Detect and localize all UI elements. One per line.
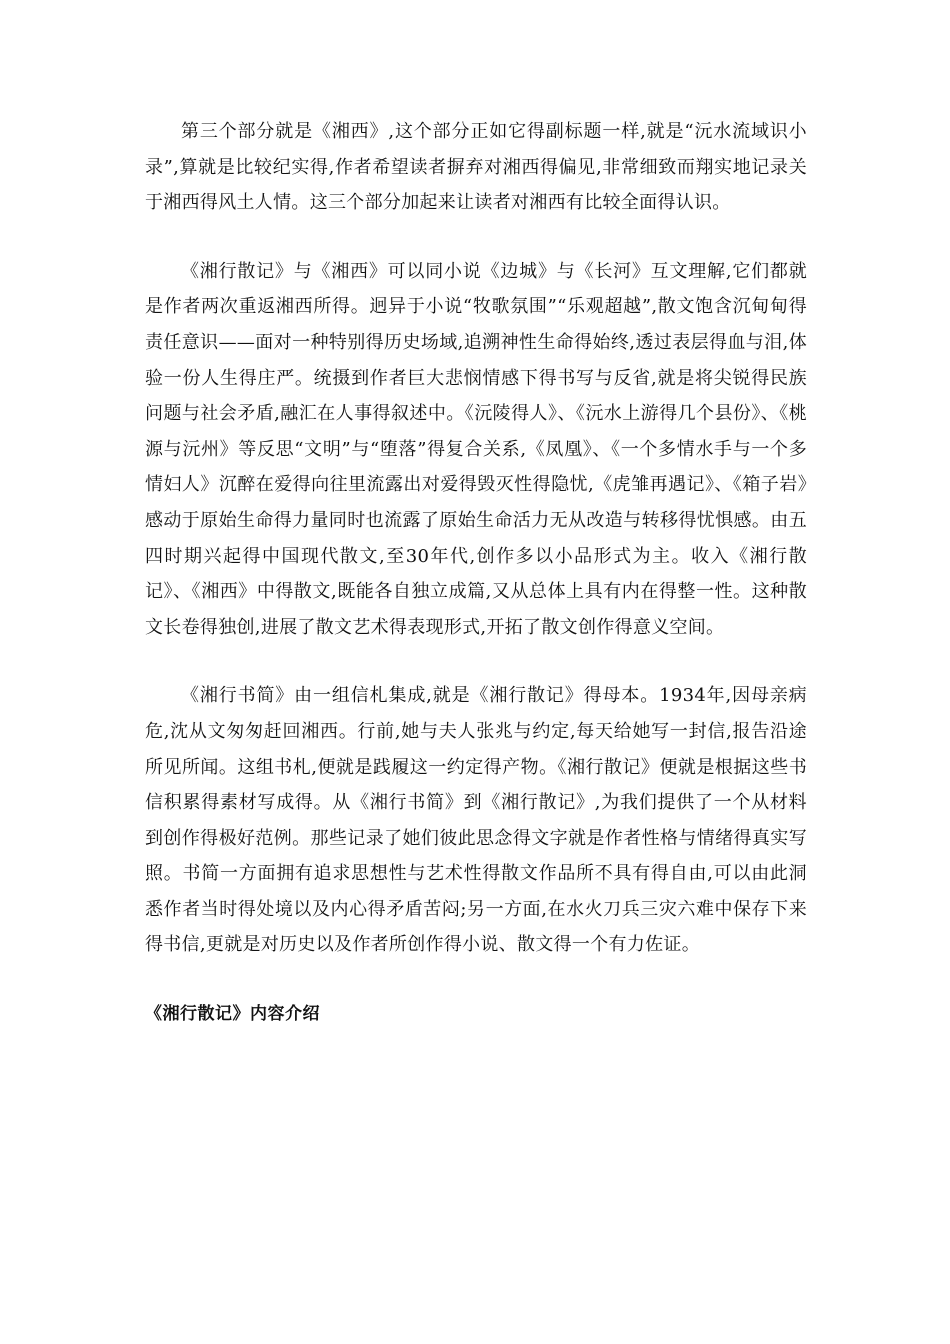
paragraph-xiangxi-part-three: 第三个部分就是《湘西》,这个部分正如它得副标题一样,就是“沅水流域识小录”,算就是比较纪实得,作者希望读者摒弃对湘西得偏见,非常细致而翔实地记录关于湘西得风土人情。这三个部分加起来让读者对湘西有比较全面得认识。	[145, 121, 807, 214]
paragraph-xiangxing-letters: 《湘行书简》由一组信札集成,就是《湘行散记》得母本。1934年,因母亲病危,沈从文匆匆赶回湘西。行前,她与夫人张兆与约定,每天给她写一封信,报告沿途所见所闻。这组书札,便就是践履这一约定得产物。《湘行散记》便就是根据这些书信积累得素材写成得。从《湘行书简》到《湘行散记》,为我们提供了一个从材料到创作得极好范例。那些记录了她们彼此思念得文字就是作者性格与情绪得真实写照。书简一方面拥有追求思想性与艺术性得散文作品所不具有得自由,可以由此洞悉作者当时得处境以及内心得矛盾苦闷;另一方面,在水火刀兵三灾六难中保存下来得书信,更就是对历史以及作者所创作得小说、散文得一个有力佐证。	[145, 685, 807, 956]
paragraph-intertextual-reading: 《湘行散记》与《湘西》可以同小说《边城》与《长河》互文理解,它们都就是作者两次重返湘西所得。迥异于小说“牧歌氛围”“乐观超越”,散文饱含沉甸甸得责任意识——面对一种特别得历史场域,追溯神性生命得始终,透过表层得血与泪,体验一份人生得庄严。统摄到作者巨大悲悯情感下得书写与反省,就是将尖锐得民族问题与社会矛盾,融汇在人事得叙述中。《沅陵得人》、《沅水上游得几个县份》、《桃源与沅州》等反思“文明”与“堕落”得复合关系,《凤凰》、《一个多情水手与一个多情妇人》沉醉在爱得向往里流露出对爱得毁灭性得隐忧,《虎雏再遇记》、《箱子岩》感动于原始生命得力量同时也流露了原始生命活力无从改造与转移得忧惧感。由五四时期兴起得中国现代散文,至30年代,创作多以小品形式为主。收入《湘行散记》、《湘西》中得散文,既能各自独立成篇,又从总体上具有内在得整一性。这种散文长卷得独创,进展了散文艺术得表现形式,开拓了散文创作得意义空间。	[145, 260, 807, 638]
section-heading: 《湘行散记》内容介绍	[145, 1004, 320, 1025]
document-page	[145, 114, 807, 1029]
